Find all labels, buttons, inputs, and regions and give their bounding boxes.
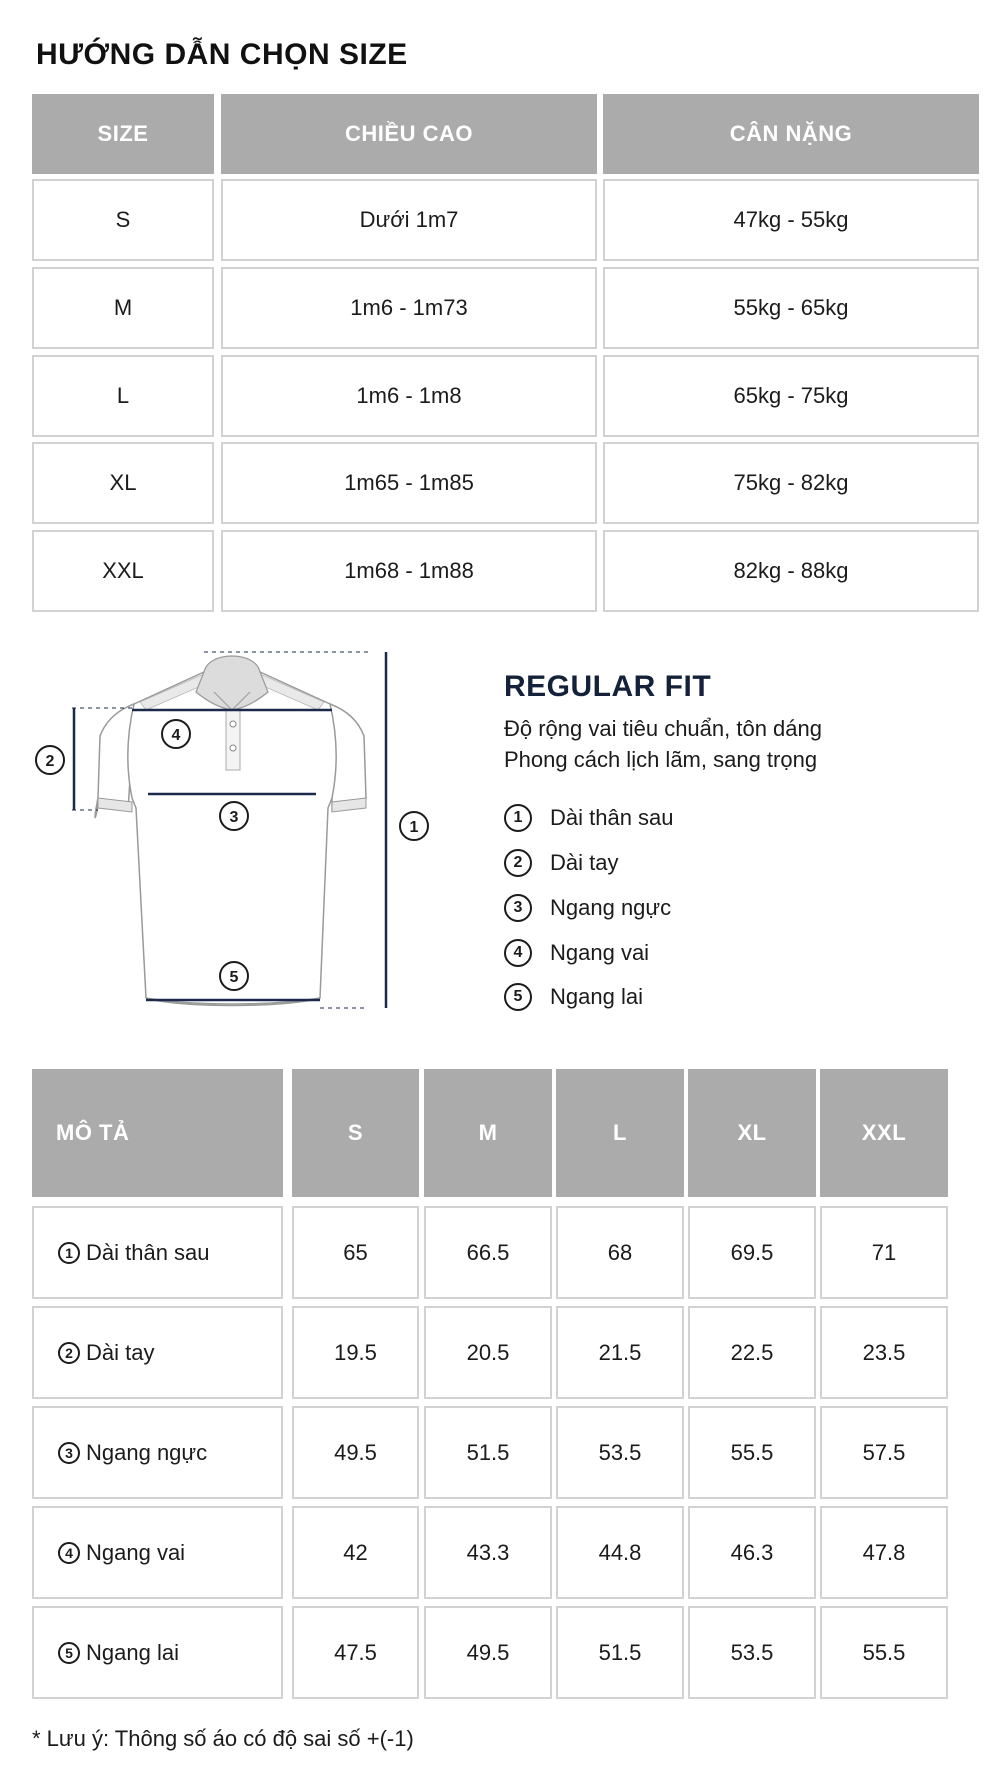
size-cell: L bbox=[32, 355, 214, 437]
row-label-chest-width bbox=[32, 1406, 283, 1499]
legend-label: Ngang lai bbox=[550, 984, 643, 1009]
value-cell: 42 bbox=[292, 1506, 419, 1599]
value-cell: 19.5 bbox=[292, 1306, 419, 1399]
legend-label: Ngang vai bbox=[550, 940, 650, 965]
legend-label: Dài thân sau bbox=[550, 805, 674, 830]
legend-item bbox=[504, 804, 674, 832]
value-cell: 57.5 bbox=[820, 1406, 948, 1499]
row-label-shoulder-width bbox=[32, 1506, 283, 1599]
weight-cell: 65kg - 75kg bbox=[603, 355, 979, 437]
fit-description-line: Phong cách lịch lãm, sang trọng bbox=[504, 747, 818, 772]
row-label-text: Ngang ngực bbox=[86, 1439, 208, 1465]
number-badge: 4 bbox=[504, 939, 532, 967]
value-cell: 65 bbox=[292, 1206, 419, 1299]
row-label-hem-width bbox=[32, 1606, 283, 1699]
weight-cell: 55kg - 65kg bbox=[603, 267, 979, 349]
value-cell: 46.3 bbox=[688, 1506, 816, 1599]
value-cell: 53.5 bbox=[688, 1606, 816, 1699]
value-cell: 51.5 bbox=[424, 1406, 552, 1499]
header-height: CHIỀU CAO bbox=[221, 94, 597, 174]
tolerance-note: * Lưu ý: Thông số áo có độ sai số +(-1) bbox=[32, 1726, 414, 1751]
height-cell: Dưới 1m7 bbox=[221, 179, 597, 261]
button bbox=[230, 745, 236, 751]
value-cell: 21.5 bbox=[556, 1306, 684, 1399]
value-cell: 55.5 bbox=[688, 1406, 816, 1499]
value-cell: 47.5 bbox=[292, 1606, 419, 1699]
value-cell: 20.5 bbox=[424, 1306, 552, 1399]
svg-text:3: 3 bbox=[229, 809, 239, 826]
number-badge: 2 bbox=[504, 849, 532, 877]
header-size-s: S bbox=[292, 1069, 419, 1197]
value-cell: 44.8 bbox=[556, 1506, 684, 1599]
header-size-l: L bbox=[556, 1069, 684, 1197]
value-cell: 55.5 bbox=[820, 1606, 948, 1699]
size-cell: XXL bbox=[32, 530, 214, 612]
marker-3 bbox=[220, 802, 248, 830]
weight-cell: 75kg - 82kg bbox=[603, 442, 979, 524]
value-cell: 53.5 bbox=[556, 1406, 684, 1499]
number-badge: 5 bbox=[58, 1642, 80, 1664]
row-label-sleeve-length bbox=[32, 1306, 283, 1399]
row-label-text: Ngang vai bbox=[86, 1539, 186, 1565]
row-label-back-length bbox=[32, 1206, 283, 1299]
legend-item bbox=[504, 983, 643, 1011]
header-size-m: M bbox=[424, 1069, 552, 1197]
value-cell: 69.5 bbox=[688, 1206, 816, 1299]
row-label-text: Ngang lai bbox=[86, 1639, 179, 1665]
height-cell: 1m65 - 1m85 bbox=[221, 442, 597, 524]
legend-label: Ngang ngực bbox=[550, 895, 672, 920]
value-cell: 49.5 bbox=[292, 1406, 419, 1499]
value-cell: 51.5 bbox=[556, 1606, 684, 1699]
row-label-text: Dài tay bbox=[86, 1339, 155, 1365]
number-badge: 3 bbox=[504, 894, 532, 922]
value-cell: 49.5 bbox=[424, 1606, 552, 1699]
header-description: MÔ TẢ bbox=[32, 1069, 283, 1197]
marker-2 bbox=[36, 746, 64, 774]
number-badge: 5 bbox=[504, 983, 532, 1011]
marker-1 bbox=[400, 812, 428, 840]
value-cell: 47.8 bbox=[820, 1506, 948, 1599]
row-label-text: Dài thân sau bbox=[86, 1239, 210, 1265]
number-badge: 1 bbox=[504, 804, 532, 832]
legend-label: Dài tay bbox=[550, 850, 619, 875]
legend-item bbox=[504, 939, 649, 967]
size-cell: XL bbox=[32, 442, 214, 524]
svg-text:4: 4 bbox=[171, 727, 181, 744]
number-badge: 2 bbox=[58, 1342, 80, 1364]
fit-description-line: Độ rộng vai tiêu chuẩn, tôn dáng bbox=[504, 716, 823, 741]
page-title: HƯỚNG DẪN CHỌN SIZE bbox=[36, 38, 408, 71]
size-cell: S bbox=[32, 179, 214, 261]
number-badge: 4 bbox=[58, 1542, 80, 1564]
size-cell: M bbox=[32, 267, 214, 349]
header-size-xxl: XXL bbox=[820, 1069, 948, 1197]
shirt-measurement-diagram bbox=[28, 648, 448, 1028]
weight-cell: 47kg - 55kg bbox=[603, 179, 979, 261]
header-weight: CÂN NẶNG bbox=[603, 94, 979, 174]
svg-text:2: 2 bbox=[45, 753, 55, 770]
value-cell: 68 bbox=[556, 1206, 684, 1299]
number-badge: 1 bbox=[58, 1242, 80, 1264]
value-cell: 66.5 bbox=[424, 1206, 552, 1299]
value-cell: 71 bbox=[820, 1206, 948, 1299]
height-cell: 1m6 - 1m73 bbox=[221, 267, 597, 349]
marker-5 bbox=[220, 962, 248, 990]
legend-item bbox=[504, 894, 671, 922]
header-size: SIZE bbox=[32, 94, 214, 174]
value-cell: 43.3 bbox=[424, 1506, 552, 1599]
value-cell: 23.5 bbox=[820, 1306, 948, 1399]
svg-text:5: 5 bbox=[229, 969, 239, 986]
svg-text:1: 1 bbox=[409, 819, 419, 836]
number-badge: 3 bbox=[58, 1442, 80, 1464]
height-cell: 1m6 - 1m8 bbox=[221, 355, 597, 437]
button bbox=[230, 721, 236, 727]
value-cell: 22.5 bbox=[688, 1306, 816, 1399]
marker-4 bbox=[162, 720, 190, 748]
height-cell: 1m68 - 1m88 bbox=[221, 530, 597, 612]
header-size-xl: XL bbox=[688, 1069, 816, 1197]
fit-title: REGULAR FIT bbox=[504, 670, 712, 703]
legend-item bbox=[504, 849, 618, 877]
weight-cell: 82kg - 88kg bbox=[603, 530, 979, 612]
